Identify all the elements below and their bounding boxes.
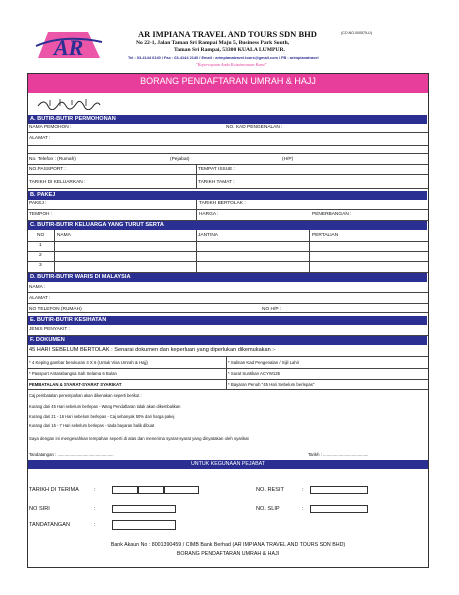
col-name: NAMA xyxy=(57,233,71,238)
logo xyxy=(34,28,104,62)
cancellation-heading: PEMBATALAN & SYARAT-SYARAT SYARIKAT xyxy=(29,382,122,387)
office-signature-box[interactable] xyxy=(112,520,176,530)
office-use-heading: UNTUK KEGUNAAN PEJABAT xyxy=(190,461,266,467)
heir-address-label: ALAMAT : xyxy=(29,296,51,301)
section-a-header: A. BUTIR-BUTIR PERMOHONAN xyxy=(28,115,427,124)
reg-number: (CO.NO.000575-U) xyxy=(341,31,372,35)
mobile-phone-label: (H/P) xyxy=(282,157,294,162)
received-date-box-2[interactable] xyxy=(138,486,164,494)
serial-no-box[interactable] xyxy=(112,505,176,513)
flight-label: PENERBANGAN : xyxy=(312,212,352,217)
slip-colon: : xyxy=(302,506,304,512)
signature-line[interactable]: Tandatangan : ............................................... xyxy=(29,452,114,457)
footer-title: BORANG PENDAFTARAN UMRAH & HAJI xyxy=(176,551,280,557)
section-f-header: F. DOKUMEN xyxy=(28,336,427,345)
receipt-no-label: NO. RESIT xyxy=(256,487,284,493)
tagline: "Kepercayaan Anda Keistimewaan Kami" xyxy=(196,62,267,67)
col-relation: PERTALIAN xyxy=(312,233,339,238)
documents-intro: 45 HARI SEBELUM BERTOLAK : Senarai dokumen dan keperluan yang diperlukan dikemukakan :- xyxy=(29,347,276,353)
family-row-1: 1 xyxy=(39,243,42,248)
received-colon: : xyxy=(94,487,96,493)
slip-no-label: NO. SLIP xyxy=(256,506,280,512)
office-signature-colon: : xyxy=(94,522,96,528)
address-line-1: No 22-1, Jalan Taman Sri Rampai Maju 5, Business Park South, xyxy=(136,40,290,46)
office-phone-label: (Pejabat) xyxy=(170,157,190,162)
doc-passport: * Passport Antarabangsa Sah Selama 6 Bulan xyxy=(29,371,117,376)
contact-line: Tel : 03-4144 6140 / Fax : 03-4144 2140 / Email : arimpianatravel.tours@gmail.com / FB : arimpianatravel xyxy=(128,55,319,60)
cancellation-rule-1: Kurang dari 45 Hari sebelum berlepas - Wang Pendaftaran tidak akan dikembalikan xyxy=(29,404,181,409)
package-label: PAKEJ : xyxy=(29,201,47,206)
company-name: AR IMPIANA TRAVEL AND TOURS SDN BHD xyxy=(138,29,317,39)
heir-name-label: NAMA : xyxy=(29,285,46,290)
serial-colon: : xyxy=(94,506,96,512)
logo-text: AR xyxy=(54,35,84,60)
doc-payment: * Bayaran Penuh "45 Hari Sebelum berlepas" xyxy=(228,382,315,387)
section-c-header: C. BUTIR-BUTIR KELUARGA YANG TURUT SERTA xyxy=(28,221,427,230)
family-row-3: 3 xyxy=(39,263,42,268)
slip-no-box[interactable] xyxy=(310,505,368,513)
departure-date-label: TARIKH BERTOLAK : xyxy=(199,201,246,206)
illness-label: JENIS PENYAKIT : xyxy=(29,327,70,332)
issue-date-label: TARIKH DI KELUARKAN : xyxy=(29,180,86,185)
col-gender: JANTINA xyxy=(198,233,218,238)
received-date-label: TARIKH DI TERIMA xyxy=(29,487,79,493)
bank-account: Bank Akaun No : 8001390459 / CIMB Bank Berhad (AR IMPIANA TRAVEL AND TOURS SDN BHD) xyxy=(110,542,346,548)
address-line-2: Taman Sri Rampai, 53300 KUALA LUMPUR. xyxy=(174,47,285,53)
passport-label: NO.PASSPORT : xyxy=(29,167,66,172)
address-label: ALAMAT : xyxy=(29,136,51,141)
logo-icon xyxy=(34,28,104,62)
agreement-text: Saya dengan ini mengesahkan tempahan seperti di atas dan menerima syarat-syarat yang dinyatakan oleh syarikat xyxy=(29,436,249,441)
received-date-box-3[interactable] xyxy=(164,486,199,494)
heir-mobile-label: NO H/P : xyxy=(262,307,282,312)
cancellation-rule-2: Kurang dari 21 - 16 Hari sebelum berlepas - Caj sebanyak 50% dari harga pakej xyxy=(29,414,175,419)
family-row-2: 2 xyxy=(39,253,42,258)
doc-vaccine: * Surat Suntikan ACYW135 xyxy=(228,371,281,376)
cancellation-intro: Caj pembatalan penempahan akan dikenakan seperti berikut : xyxy=(29,393,142,398)
date-line[interactable]: Tarikh : ...................................... xyxy=(308,452,369,457)
ic-number-label: NO. KAD PENGENALAN : xyxy=(226,125,283,130)
received-date-box-1[interactable] xyxy=(112,486,138,494)
doc-ic: * Salinan Kad Pengenalan / Sijil Lahir xyxy=(228,360,300,365)
section-e-header: E. BUTIR-BUTIR KESIHATAN xyxy=(28,316,427,325)
receipt-no-box[interactable] xyxy=(310,486,368,494)
section-d-header: D. BUTIR-BUTIR WARIS DI MALAYSIA xyxy=(28,273,427,282)
price-label: HARGA : xyxy=(199,212,219,217)
serial-no-label: NO SIRI xyxy=(29,506,50,512)
home-phone-label: No. Telefon : (Rumah) xyxy=(29,157,76,162)
heir-phone-label: NO TELEFON (RUMAH) xyxy=(29,307,82,312)
applicant-name-label: NAMA PEMOHON : xyxy=(29,125,72,130)
receipt-colon: : xyxy=(302,487,304,493)
doc-photo: * 4 Keping gambar berukuran 4 X 6 (Untuk Visa Umrah & Hajj) xyxy=(29,360,148,365)
expiry-date-label: TARIKH TAMAT : xyxy=(198,180,235,185)
basmalah-calligraphy xyxy=(36,96,102,110)
duration-label: TEMPOH : xyxy=(29,212,53,217)
section-b-header: B. PAKEJ xyxy=(28,191,427,200)
cancellation-rule-3: Kurang dari 15 - 7 Hari sebelum berlepas - tiada bayaran balik dibuat xyxy=(29,423,155,428)
issue-place-label: TEMPAT ISSUE : xyxy=(198,167,236,172)
office-signature-label: TANDATANGAN xyxy=(29,522,71,528)
col-no: NO xyxy=(37,233,45,238)
form-title: BORANG PENDAFTARAN UMRAH & HAJJ xyxy=(140,76,316,86)
